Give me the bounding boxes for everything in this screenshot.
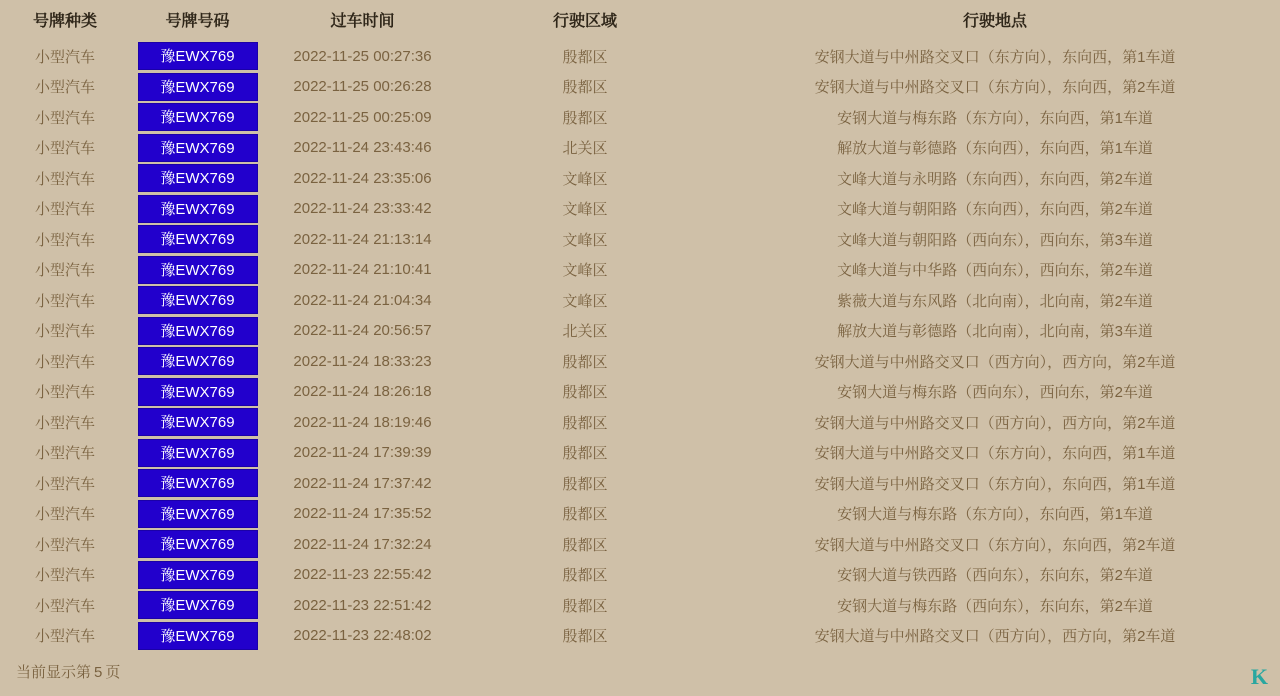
cell-location: 紫薇大道与东风路（北向南），北向南，第2车道 <box>837 292 1153 310</box>
cell-plate-number <box>130 468 265 499</box>
cell-area: 北关区 <box>562 140 608 158</box>
cell-location: 安钢大道与中州路交叉口（东方向），东向西，第1车道 <box>814 445 1176 463</box>
cell-pass-time: 2022-11-23 22:51:42 <box>293 596 432 614</box>
cell-plate-number <box>130 621 265 652</box>
cell-plate-number <box>130 346 265 377</box>
cell-plate-type: 小型汽车 <box>34 292 95 310</box>
cell-pass-time: 2022-11-23 22:55:42 <box>293 566 432 584</box>
cell-plate-number <box>130 590 265 621</box>
table-row <box>0 285 1280 316</box>
cell-plate-type: 小型汽车 <box>34 567 95 585</box>
plate-badge: 豫EWX769 <box>138 256 258 284</box>
table-row <box>0 194 1280 225</box>
plate-badge: 豫EWX769 <box>138 439 258 467</box>
table-row <box>0 499 1280 530</box>
plate-badge: 豫EWX769 <box>138 42 258 70</box>
table-row <box>0 621 1280 652</box>
cell-location: 安钢大道与中州路交叉口（东方向），东向西，第1车道 <box>814 48 1176 66</box>
cell-location: 安钢大道与梅东路（东方向），东向西，第1车道 <box>837 109 1153 127</box>
cell-plate-number <box>130 163 265 194</box>
cell-pass-time: 2022-11-24 17:37:42 <box>293 474 432 492</box>
cell-plate-type: 小型汽车 <box>34 48 95 66</box>
cell-location: 安钢大道与中州路交叉口（西方向），西方向，第2车道 <box>814 628 1176 646</box>
cell-plate-type: 小型汽车 <box>34 109 95 127</box>
cell-area: 殷都区 <box>562 48 608 66</box>
cell-location: 解放大道与彰德路（东向西），东向西，第1车道 <box>837 140 1153 158</box>
cell-plate-number <box>130 102 265 133</box>
cell-plate-number <box>130 438 265 469</box>
cell-plate-type: 小型汽车 <box>34 506 95 524</box>
cell-plate-type: 小型汽车 <box>34 140 95 158</box>
cell-pass-time: 2022-11-24 17:32:24 <box>293 535 432 553</box>
cell-plate-type: 小型汽车 <box>34 170 95 188</box>
plate-badge: 豫EWX769 <box>138 347 258 375</box>
cell-pass-time: 2022-11-25 00:27:36 <box>293 47 432 65</box>
table-row <box>0 468 1280 499</box>
cell-area: 殷都区 <box>562 414 608 432</box>
plate-badge: 豫EWX769 <box>138 286 258 314</box>
cell-plate-number <box>130 316 265 347</box>
cell-plate-type: 小型汽车 <box>34 628 95 646</box>
table-row <box>0 133 1280 164</box>
cell-location: 安钢大道与梅东路（西向东），东向东，第2车道 <box>837 597 1153 615</box>
table-row <box>0 102 1280 133</box>
table-row <box>0 163 1280 194</box>
cell-plate-type: 小型汽车 <box>34 353 95 371</box>
cell-location: 文峰大道与朝阳路（东向西），东向西，第2车道 <box>837 201 1153 219</box>
cell-pass-time: 2022-11-25 00:25:09 <box>293 108 432 126</box>
table-row <box>0 224 1280 255</box>
table-row <box>0 316 1280 347</box>
cell-area: 殷都区 <box>562 567 608 585</box>
cell-pass-time: 2022-11-24 21:13:14 <box>293 230 432 248</box>
table-row <box>0 377 1280 408</box>
column-header-area: 行驶区域 <box>552 13 617 30</box>
watermark-logo: K <box>1250 664 1268 689</box>
cell-plate-number <box>130 133 265 164</box>
cell-plate-type: 小型汽车 <box>34 79 95 97</box>
cell-location: 解放大道与彰德路（北向南），北向南，第3车道 <box>837 323 1153 341</box>
cell-area: 文峰区 <box>562 170 608 188</box>
cell-area: 文峰区 <box>562 292 608 310</box>
plate-badge: 豫EWX769 <box>138 164 258 192</box>
plate-badge: 豫EWX769 <box>138 378 258 406</box>
cell-plate-number <box>130 224 265 255</box>
cell-plate-number <box>130 255 265 286</box>
cell-area: 殷都区 <box>562 597 608 615</box>
cell-location: 文峰大道与永明路（东向西），东向西，第2车道 <box>837 170 1153 188</box>
column-header-plate-number: 号牌号码 <box>165 13 230 30</box>
pagination-suffix: 页 <box>105 664 121 681</box>
cell-area: 殷都区 <box>562 445 608 463</box>
cell-pass-time: 2022-11-24 20:56:57 <box>293 322 432 340</box>
cell-location: 文峰大道与中华路（西向东），西向东，第2车道 <box>837 262 1153 280</box>
cell-plate-type: 小型汽车 <box>34 536 95 554</box>
cell-pass-time: 2022-11-24 23:43:46 <box>293 139 432 157</box>
table-row <box>0 41 1280 72</box>
cell-plate-number <box>130 72 265 103</box>
table-row <box>0 529 1280 560</box>
cell-area: 殷都区 <box>562 79 608 97</box>
table-row <box>0 346 1280 377</box>
cell-location: 安钢大道与中州路交叉口（东方向），东向西，第2车道 <box>814 79 1176 97</box>
cell-pass-time: 2022-11-23 22:48:02 <box>293 627 432 645</box>
cell-plate-number <box>130 560 265 591</box>
cell-area: 殷都区 <box>562 475 608 493</box>
plate-badge: 豫EWX769 <box>138 530 258 558</box>
cell-pass-time: 2022-11-24 23:33:42 <box>293 200 432 218</box>
column-header-pass-time: 过车时间 <box>330 13 395 30</box>
cell-location: 安钢大道与中州路交叉口（西方向），西方向，第2车道 <box>814 353 1176 371</box>
cell-pass-time: 2022-11-24 17:35:52 <box>293 505 432 523</box>
cell-location: 安钢大道与梅东路（西向东），西向东，第2车道 <box>837 384 1153 402</box>
cell-area: 殷都区 <box>562 506 608 524</box>
plate-badge: 豫EWX769 <box>138 408 258 436</box>
cell-plate-number <box>130 194 265 225</box>
table-row <box>0 590 1280 621</box>
cell-plate-type: 小型汽车 <box>34 201 95 219</box>
cell-area: 殷都区 <box>562 384 608 402</box>
cell-location: 安钢大道与中州路交叉口（东方向），东向西，第1车道 <box>814 475 1176 493</box>
cell-plate-type: 小型汽车 <box>34 597 95 615</box>
plate-badge: 豫EWX769 <box>138 317 258 345</box>
plate-badge: 豫EWX769 <box>138 622 258 650</box>
cell-area: 殷都区 <box>562 536 608 554</box>
table-row <box>0 255 1280 286</box>
table-row <box>0 560 1280 591</box>
cell-plate-type: 小型汽车 <box>34 445 95 463</box>
plate-badge: 豫EWX769 <box>138 73 258 101</box>
cell-area: 文峰区 <box>562 201 608 219</box>
pagination-page-number: 5 <box>94 664 103 681</box>
plate-badge: 豫EWX769 <box>138 195 258 223</box>
cell-pass-time: 2022-11-24 21:04:34 <box>293 291 432 309</box>
cell-plate-type: 小型汽车 <box>34 323 95 341</box>
plate-badge: 豫EWX769 <box>138 469 258 497</box>
column-header-location: 行驶地点 <box>962 13 1027 30</box>
cell-pass-time: 2022-11-24 18:33:23 <box>293 352 432 370</box>
cell-area: 文峰区 <box>562 231 608 249</box>
cell-plate-type: 小型汽车 <box>34 475 95 493</box>
cell-plate-type: 小型汽车 <box>34 262 95 280</box>
cell-plate-number <box>130 407 265 438</box>
cell-pass-time: 2022-11-24 17:39:39 <box>293 444 432 462</box>
plate-badge: 豫EWX769 <box>138 500 258 528</box>
plate-badge: 豫EWX769 <box>138 591 258 619</box>
cell-area: 殷都区 <box>562 109 608 127</box>
cell-pass-time: 2022-11-25 00:26:28 <box>293 78 432 96</box>
table-header <box>0 0 1280 41</box>
plate-badge: 豫EWX769 <box>138 103 258 131</box>
cell-pass-time: 2022-11-24 18:26:18 <box>293 383 432 401</box>
cell-plate-number <box>130 529 265 560</box>
cell-plate-number <box>130 41 265 72</box>
cell-location: 安钢大道与中州路交叉口（东方向），东向西，第2车道 <box>814 536 1176 554</box>
cell-area: 文峰区 <box>562 262 608 280</box>
cell-area: 殷都区 <box>562 628 608 646</box>
cell-location: 安钢大道与铁西路（西向东），东向东，第2车道 <box>837 567 1153 585</box>
plate-badge: 豫EWX769 <box>138 561 258 589</box>
cell-plate-number <box>130 377 265 408</box>
plate-badge: 豫EWX769 <box>138 225 258 253</box>
table-row <box>0 72 1280 103</box>
cell-location: 安钢大道与中州路交叉口（西方向），西方向，第2车道 <box>814 414 1176 432</box>
table-body <box>0 41 1280 651</box>
cell-plate-number <box>130 285 265 316</box>
cell-location: 文峰大道与朝阳路（西向东），西向东，第3车道 <box>837 231 1153 249</box>
cell-plate-number <box>130 499 265 530</box>
table-row <box>0 438 1280 469</box>
cell-area: 北关区 <box>562 323 608 341</box>
cell-location: 安钢大道与梅东路（东方向），东向西，第1车道 <box>837 506 1153 524</box>
pagination-status <box>16 661 120 682</box>
plate-badge: 豫EWX769 <box>138 134 258 162</box>
cell-pass-time: 2022-11-24 23:35:06 <box>293 169 432 187</box>
cell-plate-type: 小型汽车 <box>34 414 95 432</box>
pagination-prefix: 当前显示第 <box>16 664 92 681</box>
cell-area: 殷都区 <box>562 353 608 371</box>
cell-plate-type: 小型汽车 <box>34 384 95 402</box>
cell-plate-type: 小型汽车 <box>34 231 95 249</box>
cell-pass-time: 2022-11-24 21:10:41 <box>293 261 432 279</box>
column-header-plate-type: 号牌种类 <box>32 13 97 30</box>
cell-pass-time: 2022-11-24 18:19:46 <box>293 413 432 431</box>
table-row <box>0 407 1280 438</box>
table-header-row <box>0 0 1280 41</box>
